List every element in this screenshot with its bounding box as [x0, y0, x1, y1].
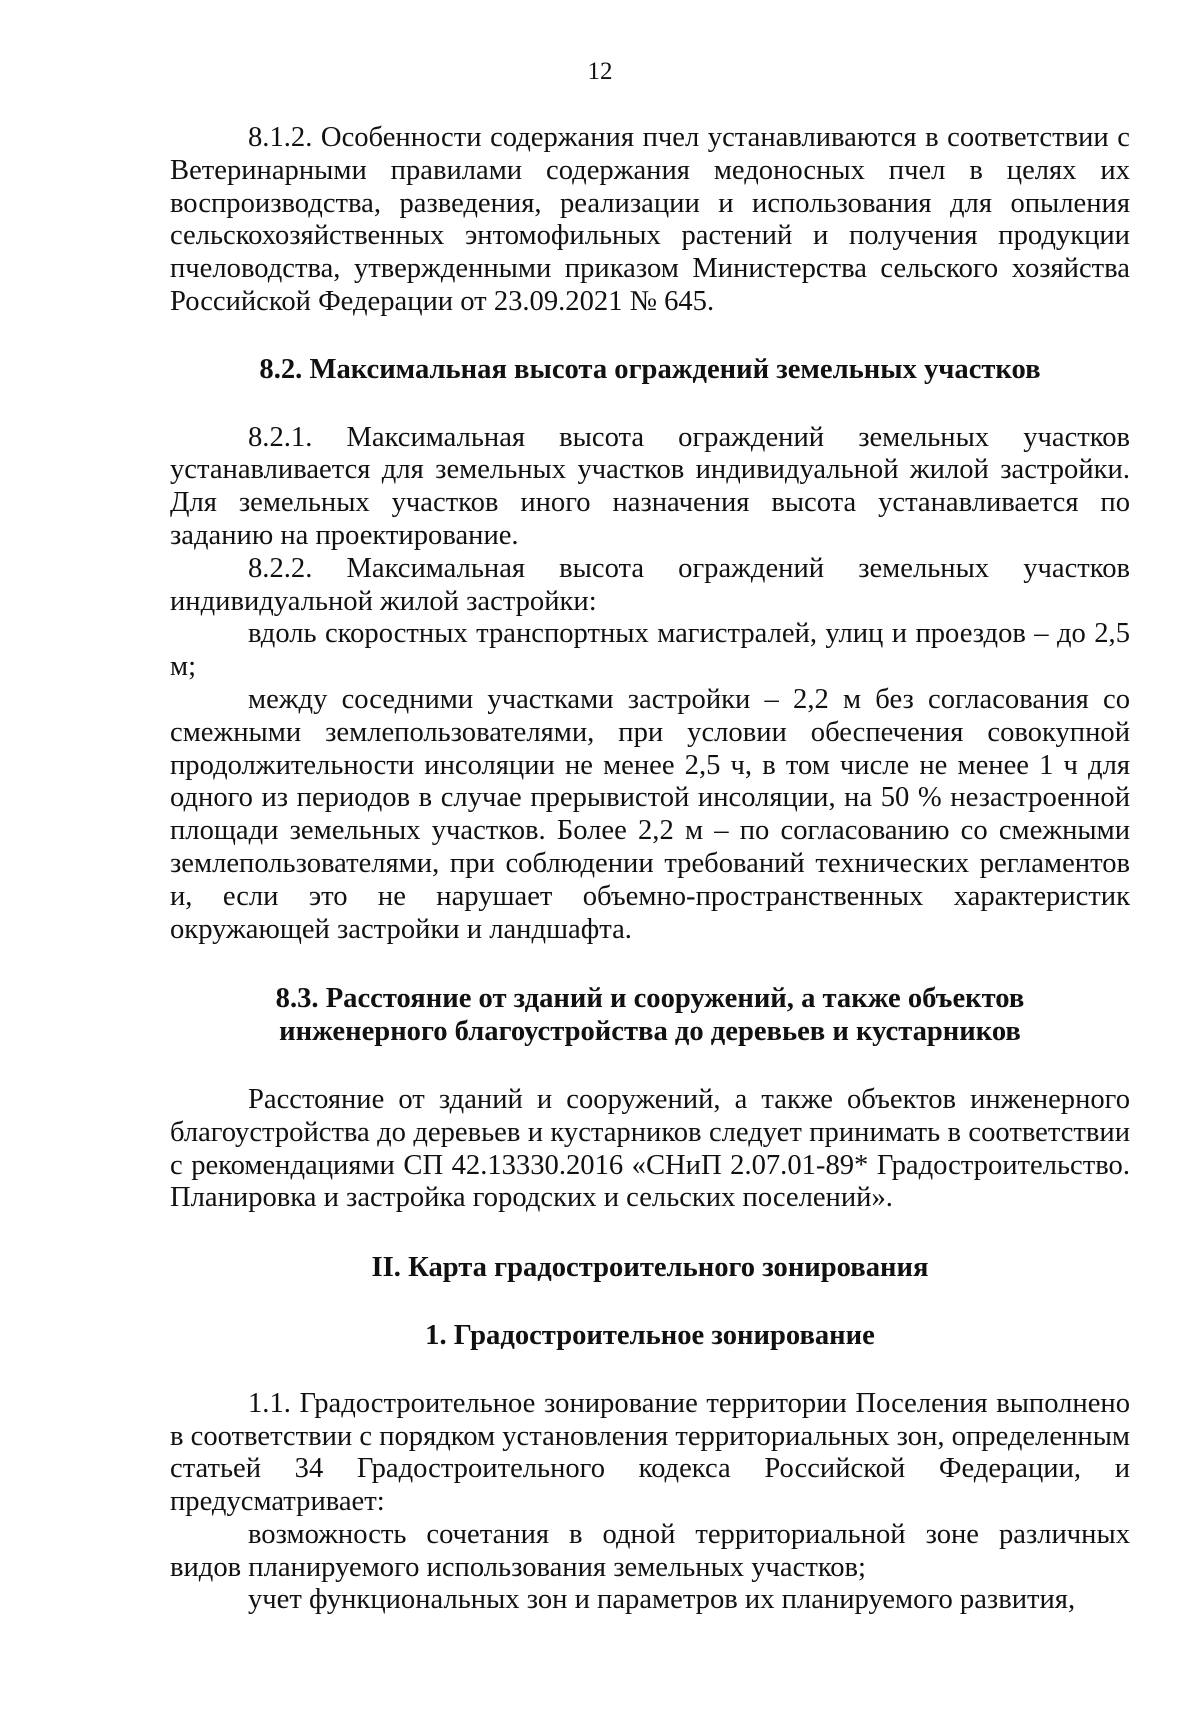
paragraph-between-plots: между соседними участками застройки – 2,2 м без согласования со смежными землепользователями, при условии обеспечения совокупной продолжительности инсоляции не менее 2,5 ч, в том числе не менее 1 ч для одного из периодов в случае прерывистой инсоляции, на 50 % незастроенной площади земельных участков. Более 2,2 м – по согласованию со смежными землепользователями, при соблюдении требований технических регламентов и, если это не нарушает объемно-пространственных характеристик окружающей застройки и ландшафта. — [170, 683, 1130, 945]
heading-section-ii: II. Карта градостроительного зонирования — [371, 1252, 929, 1284]
heading-zoning: 1. Градостроительное зонирование — [425, 1319, 875, 1351]
heading-8-3-line-2: инженерного благоустройства до деревьев и кустарников — [279, 1016, 1021, 1048]
heading-8-3-line-1: 8.3. Расстояние от зданий и сооружений, а также объектов — [275, 983, 1025, 1015]
paragraph-functional-zones: учет функциональных зон и параметров их планируемого развития, — [248, 1584, 1076, 1616]
paragraph-8-2-2: 8.2.2. Максимальная высота ограждений земельных участков индивидуальной жилой застройки: — [170, 552, 1130, 617]
paragraph-1-1: 1.1. Градостроительное зонирование территории Поселения выполнено в соответствии с порядком установления территориальных зон, определенным статьей 34 Градостроительного кодекса Российской Федерации, и предусматривает: — [170, 1387, 1130, 1518]
paragraph-8-1-2: 8.1.2. Особенности содержания пчел устанавливаются в соответствии с Ветеринарными правилами содержания медоносных пчел в целях их воспроизводства, разведения, реализации и использования для опыления сельскохозяйственных энтомофильных растений и получения продукции пчеловодства, утвержденными приказом Министерства сельского хозяйства Российской Федерации от 23.09.2021 № 645. — [170, 122, 1130, 317]
paragraph-along-roads: вдоль скоростных транспортных магистралей, улиц и проездов – до 2,5 м; — [170, 618, 1130, 683]
paragraph-distance-trees: Расстояние от зданий и сооружений, а также объектов инженерного благоустройства до деревьев и кустарников следует принимать в соответствии с рекомендациями СП 42.13330.2016 «СНиП 2.07.01-89* Градостроительство. Планировка и застройка городских и сельских поселений». — [170, 1083, 1130, 1214]
heading-8-2: 8.2. Максимальная высота ограждений земельных участков — [259, 353, 1041, 385]
paragraph-combination: возможность сочетания в одной территориальной зоне различных видов планируемого использования земельных участков; — [170, 1518, 1130, 1583]
page-number: 12 — [587, 58, 613, 85]
page-body — [170, 122, 1130, 1617]
paragraph-8-2-1: 8.2.1. Максимальная высота ограждений земельных участков устанавливается для земельных участков индивидуальной жилой застройки. Для земельных участков иного назначения высота устанавливается по заданию на проектирование. — [170, 421, 1130, 551]
